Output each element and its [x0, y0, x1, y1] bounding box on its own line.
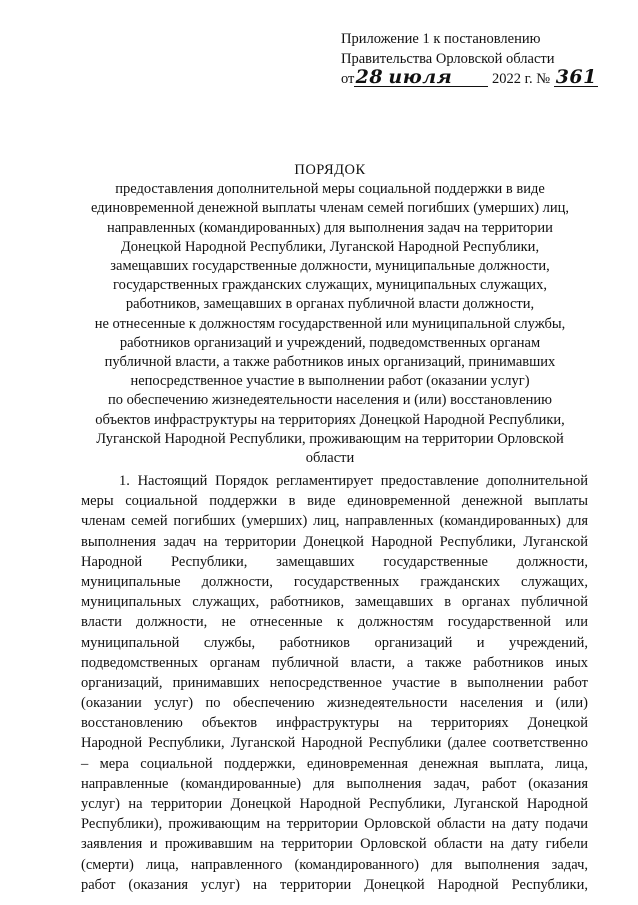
body-line: (смерти) лица, направленного (командированного) для выполнения задач,: [81, 856, 588, 873]
title-line: государственных гражданских служащих, муниципальных служащих,: [113, 277, 547, 294]
body-line: Народной Республики, замещавших государственные должности,: [81, 553, 588, 570]
appendix-header: [341, 30, 597, 90]
body-line: направленные (командированные) для выполнения задач, работ (оказания: [81, 775, 588, 792]
title-line: работников, замещавших в органах публичной власти должности,: [125, 296, 535, 313]
body-line: работ (оказания услуг) на территории Донецкой Народной Республики,: [81, 876, 588, 893]
title-heading: ПОРЯДОК: [294, 162, 366, 178]
body-line: организаций, принимавших непосредственное участие в выполнении работ: [81, 674, 588, 691]
title-line: единовременной денежной выплаты членам семей погибших (умерших) лиц,: [90, 200, 570, 217]
title-line: публичной власти, а также работников иных организаций, принимавших: [104, 354, 556, 371]
title-line: замещавших государственные должности, муниципальные должности,: [110, 258, 550, 275]
body-line: муниципальные должности, государственных гражданских служащих,: [81, 573, 588, 590]
body-line: муниципальных служащих, работников, замещавших в органах публичной: [81, 594, 588, 611]
title-line: предоставления дополнительной меры социальной поддержки в виде: [115, 181, 545, 198]
body-line: восстановлению объектов инфраструктуры на территориях Донецкой: [81, 715, 588, 732]
body-line: выполнения задач на территории Донецкой Народной Республики, Луганской: [81, 533, 588, 550]
title-line: работников организаций и учреждений, подведомственных органам: [119, 334, 541, 351]
title-line: Луганской Народной Республики, проживающим на территории Орловской: [96, 430, 564, 447]
appendix-line-2: Правительства Орловской области: [341, 50, 555, 67]
title-line: области: [305, 450, 355, 467]
body-line: Народной Республики, Луганской Народной Республики (далее соответственно: [81, 735, 588, 752]
appendix-line-1: Приложение 1 к постановлению: [341, 31, 541, 47]
handwritten-month: июля: [384, 69, 488, 87]
title-line: объектов инфраструктуры на территориях Донецкой Народной Республики,: [95, 411, 565, 428]
body-line: – мера социальной поддержки, единовременная денежная выплата, лица,: [81, 755, 588, 772]
body-line: подведомственных органам публичной власти, а также работников иных: [81, 654, 588, 671]
title-line: направленных (командированных) для выполнения задач на территории: [107, 219, 553, 236]
title-line: непосредственное участие в выполнении работ (оказании услуг): [130, 373, 530, 390]
date-year-label: 2022 г. №: [492, 71, 551, 87]
title-line: Донецкой Народной Республики, Луганской Народной Республики,: [120, 238, 540, 255]
date-prefix: от: [341, 71, 355, 87]
body-line: членам семей погибших (умерших) лиц, направленных (командированных) для: [81, 513, 588, 530]
body-line: меры социальной поддержки в виде единовременной денежной выплаты: [81, 493, 588, 510]
body-line: 1. Настоящий Порядок регламентирует предоставление дополнительной: [119, 473, 588, 489]
body-line: заявления и проживавшим на территории Орловской области на дату гибели: [81, 836, 588, 853]
body-line: услуг) на территории Донецкой Народной Республики, Луганской Народной: [81, 796, 588, 812]
title-line: по обеспечению жизнедеятельности населения и (или) восстановлению: [107, 392, 552, 409]
body-line: власти должности, не отнесенные к должностям государственной или: [81, 614, 588, 631]
appendix-date-line: [341, 66, 597, 90]
body-line: муниципальной службы, работников организаций и учреждений,: [81, 634, 588, 651]
title-line: не отнесенные к должностям государственной или муниципальной службы,: [94, 315, 566, 332]
handwritten-day: 28: [355, 66, 384, 88]
handwritten-doc-number: 361: [555, 66, 597, 88]
body-line: (оказании услуг) по обеспечению жизнедеятельности населения и (или): [81, 695, 588, 712]
body-paragraph: [81, 471, 588, 895]
body-line: Республики), проживающим на территории Орловской области на дату подачи: [81, 816, 588, 833]
document-title: [60, 161, 600, 468]
